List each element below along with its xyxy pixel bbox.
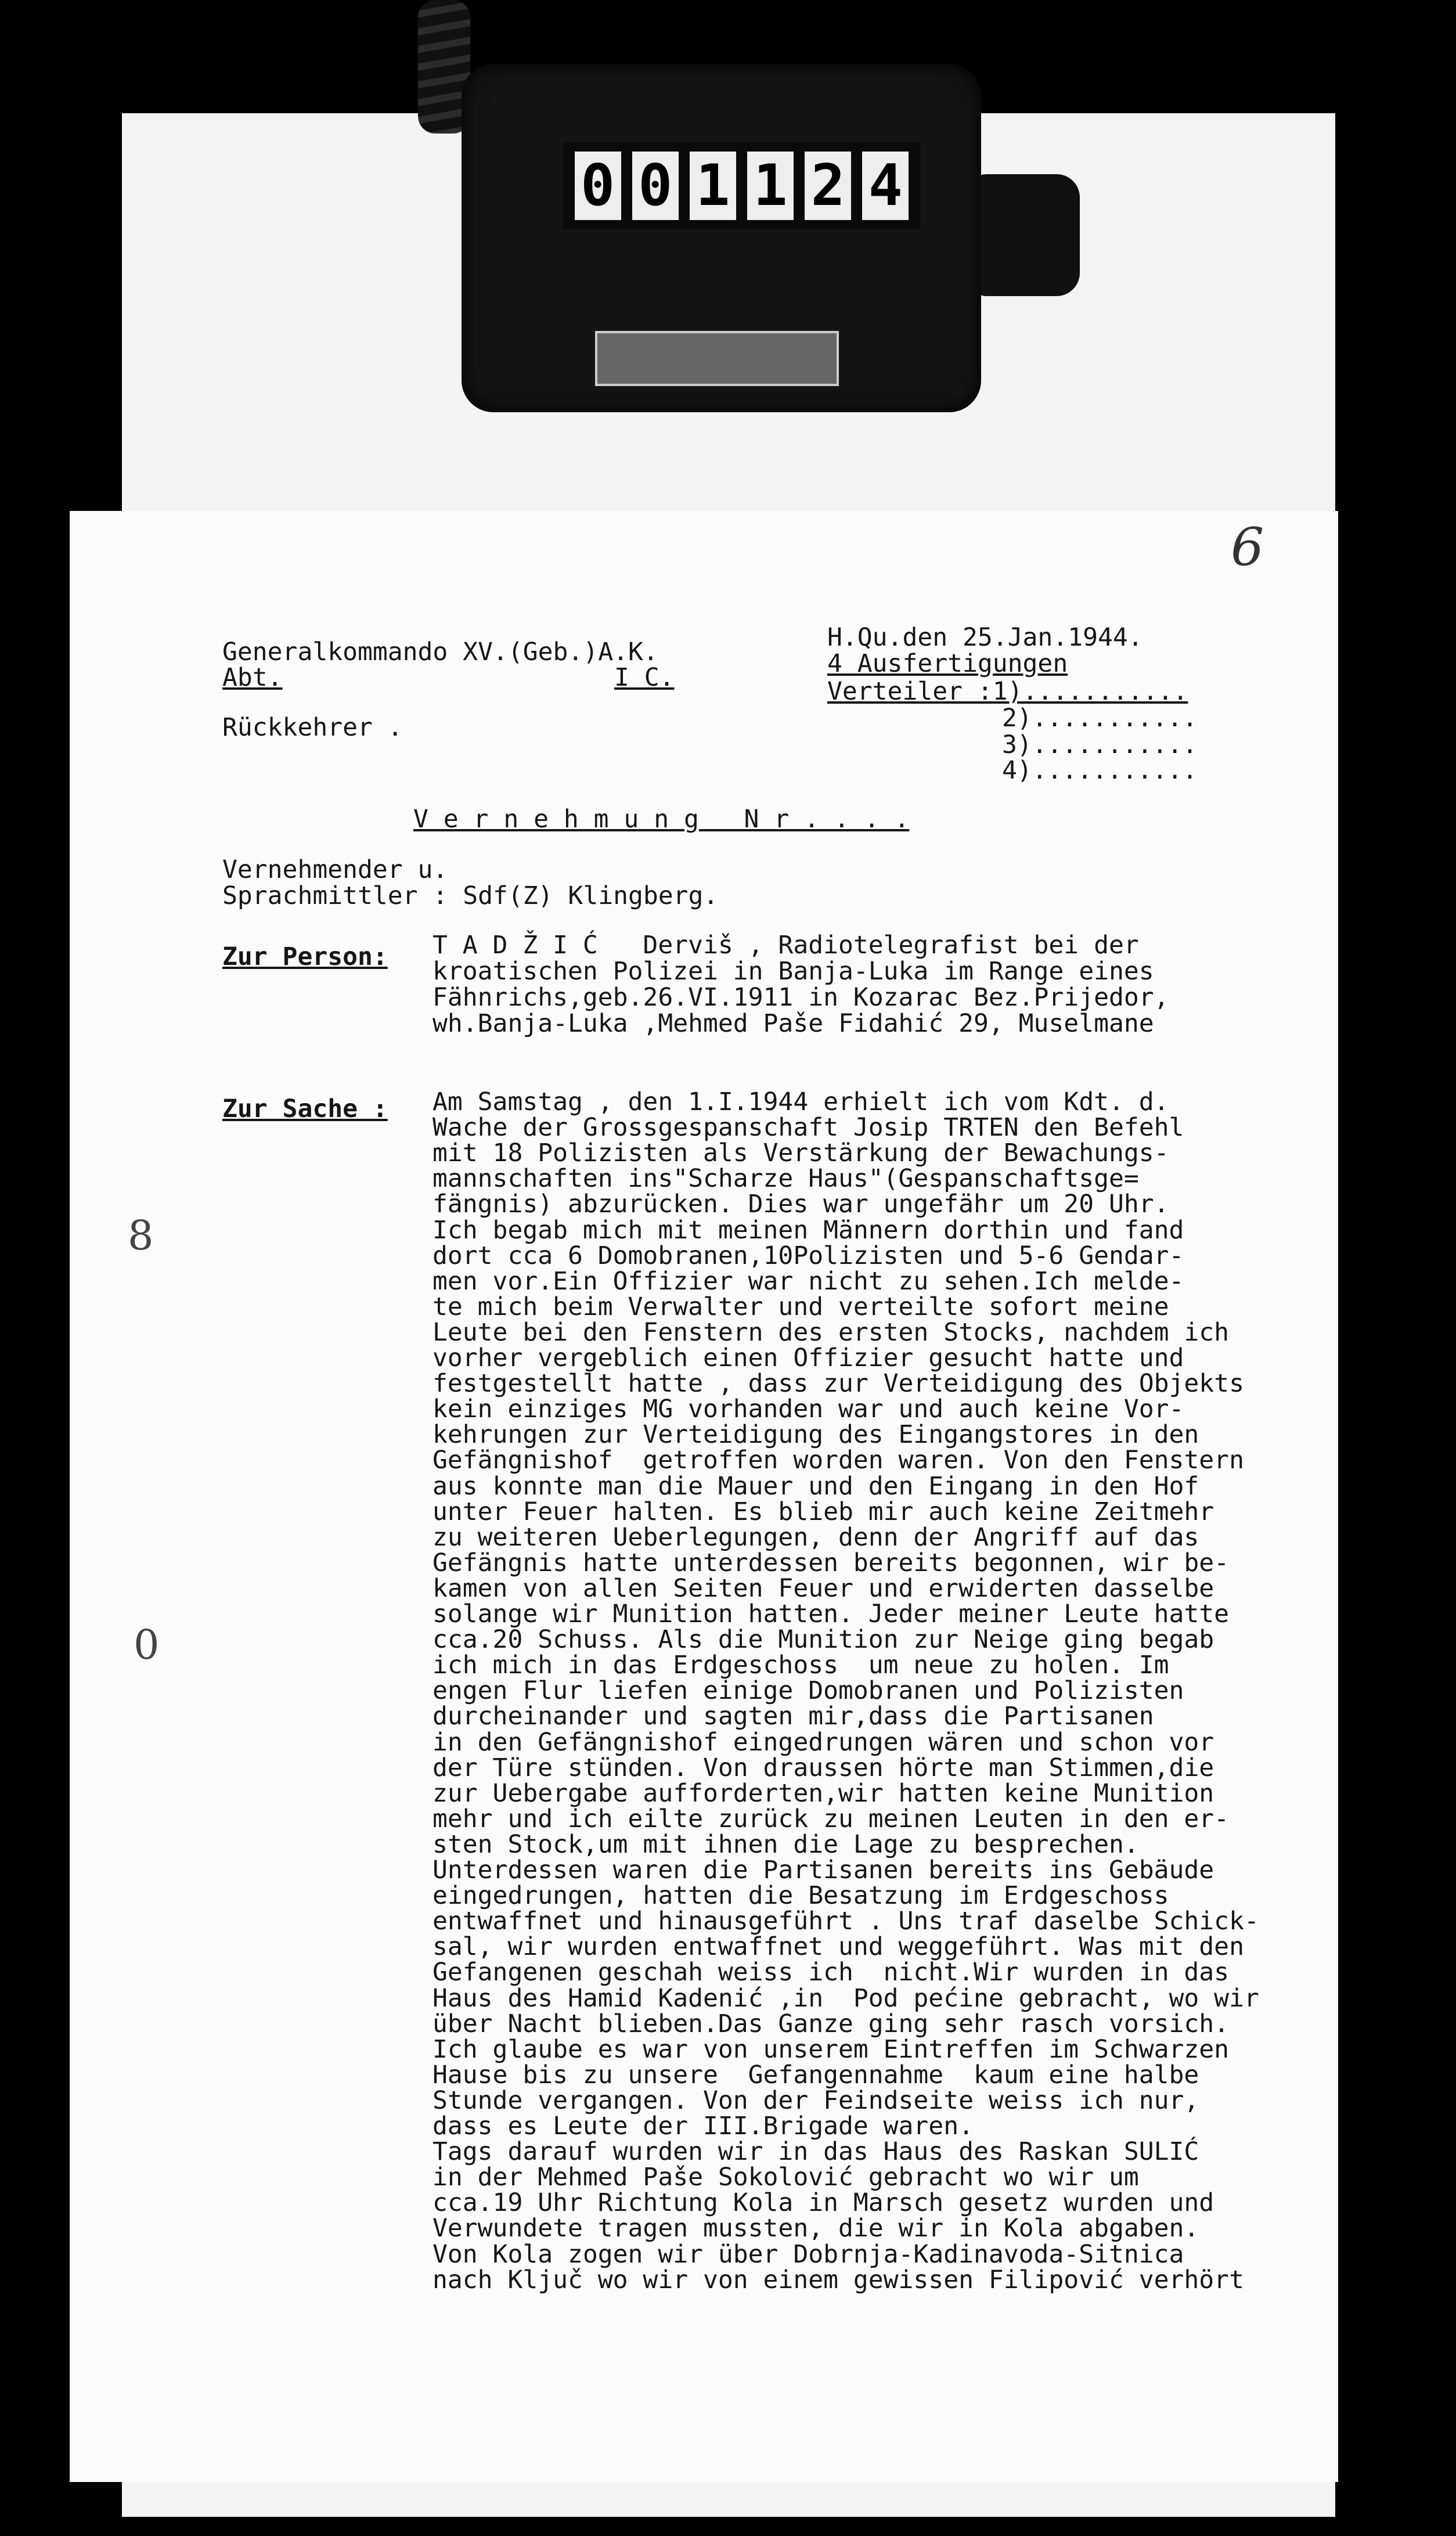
statement-line: Stunde vergangen. Von der Feindseite weiss ich nur, [433,2085,1199,2115]
interrogator-label: Vernehmender u. [222,855,448,884]
statement-line: Von Kola zogen wir über Dobrnja-Kadinavoda-Sitnica [433,2239,1184,2269]
statement-line: Haus des Hamid Kadenić ,in Pod pećine gebracht, wo wir [433,1983,1259,2013]
counter-digit: 0 [575,152,621,220]
department-label: Abt. [222,663,283,692]
frame-counter-device [462,64,981,412]
statement-line: der Türe stünden. Von draussen hörte man Stimmen,die [433,1753,1214,1782]
statement-line: entwaffnet und hinausgeführt . Uns traf daselbe Schick- [433,1907,1259,1936]
document-page [70,511,1338,2482]
statement-line: kehrungen zur Verteidigung des Eingangstores in den [433,1420,1199,1450]
statement-line: dass es Leute der III.Brigade waren. [433,2112,974,2141]
copies-line: 4 Ausfertigungen [827,649,1068,678]
statement-line: engen Flur liefen einige Domobranen und Polizisten [433,1676,1184,1706]
margin-mark: 8 [128,1212,154,1259]
counter-digit: 2 [805,152,851,220]
department-value: I C. [614,663,675,692]
statement-line: ich mich in das Erdgeschoss um neue zu holen. Im [433,1651,1169,1680]
statement-line: in den Gefängnishof eingedrungen wären und schon vor [433,1727,1214,1757]
statement-line: mannschaften ins"Scharze Haus"(Gespanschaftsge= [433,1164,1139,1194]
statement-line: cca.20 Schuss. Als die Munition zur Neige ging begab [433,1625,1214,1655]
margin-mark: 0 [134,1621,160,1669]
counter-digit: 0 [632,152,679,220]
statement-line: festgestellt hatte , dass zur Verteidigung des Objekts [433,1369,1244,1399]
distribution-line-2: 2)........... [1002,704,1198,733]
statement-line: vorher vergeblich einen Offizier gesucht hatte und [433,1343,1184,1373]
statement-line: fängnis) abzurücken. Dies war ungefähr um 20 Uhr. [433,1190,1169,1219]
statement-line: cca.19 Uhr Richtung Kola in Marsch gesetz wurden und [433,2188,1214,2218]
statement-line: te mich beim Verwalter und verteilte sofort meine [433,1292,1169,1321]
statement-line: eingedrungen, hatten die Besatzung im Erdgeschoss [433,1881,1169,1911]
statement-line: Unterdessen waren die Partisanen bereits ins Gebäude [433,1856,1214,1885]
statement-line: Gefängnishof getroffen worden waren. Von den Fenstern [433,1446,1244,1475]
statement-line: über Nacht blieben.Das Ganze ging sehr rasch vorsich. [433,2009,1230,2038]
document-title: V e r n e h m u n g N r . . . . [413,805,910,834]
statement-line: Gefangenen geschah weiss ich nicht.Wir wurden in das [433,1958,1230,1987]
person-line: Fähnrichs,geb.26.VI.1911 in Kozarac Bez.Prijedor, [433,983,1169,1012]
statement-line: solange wir Munition hatten. Jeder meiner Leute hatte [433,1600,1230,1629]
counter-knob [964,174,1080,296]
statement-line: mehr und ich eilte zurück zu meinen Leuten in den er- [433,1804,1230,1833]
command-heading: Generalkommando XV.(Geb.)A.K. [222,637,658,667]
counter-digit: 1 [747,152,794,220]
statement-line: dort cca 6 Domobranen,10Polizisten und 5-6 Gendar- [433,1241,1184,1270]
distribution-line-4: 4)........... [1002,756,1198,785]
person-line: kroatischen Polizei in Banja-Luka im Range eines [433,957,1154,986]
statement-line: kamen von allen Seiten Feuer und erwiderten dasselbe [433,1573,1214,1603]
statement-line: men vor.Ein Offizier war nicht zu sehen.Ich melde- [433,1266,1184,1296]
statement-line: Tags darauf wurden wir in das Haus des Raskan SULIĆ [433,2137,1199,2167]
statement-line: Ich glaube es war von unserem Eintreffen im Schwarzen [433,2034,1230,2064]
handwritten-page-number: 6 [1231,517,1264,578]
statement-line: in der Mehmed Paše Sokolović gebracht wo wir um [433,2163,1139,2192]
matter-label: Zur Sache : [222,1094,388,1123]
statement-line: unter Feuer halten. Es blieb mir auch keine Zeitmehr [433,1497,1214,1526]
statement-line: durcheinander und sagten mir,dass die Partisanen [433,1702,1154,1731]
statement-line: Hause bis zu unsere Gefangennahme kaum eine halbe [433,2060,1199,2090]
statement-line: Ich begab mich mit meinen Männern dorthin und fand [433,1215,1184,1245]
statement-line: Am Samstag , den 1.I.1944 erhielt ich vom Kdt. d. [433,1087,1169,1116]
counter-display [563,142,920,229]
statement-line: mit 18 Polizisten als Verstärkung der Bewachungs- [433,1139,1169,1168]
statement-line: nach Ključ wo wir von einem gewissen Filipović verhört [433,2265,1244,2294]
statement-line: aus konnte man die Mauer und den Eingang in den Hof [433,1471,1199,1501]
statement-line: Gefängnis hatte unterdessen bereits begonnen, wir be- [433,1548,1230,1577]
counter-label-plate [595,331,839,386]
counter-digit: 4 [862,152,909,220]
statement-line: kein einziges MG vorhanden war und auch keine Vor- [433,1395,1184,1424]
statement-line: zu weiteren Ueberlegungen, denn der Angriff auf das [433,1522,1199,1552]
counter-digit: 1 [690,152,736,220]
person-line: T A D Ž I Ć Derviš , Radiotelegrafist bei der [433,931,1139,960]
date-line: H.Qu.den 25.Jan.1944. [827,623,1143,652]
distribution-line-3: 3)........... [1002,730,1198,759]
statement-line: Wache der Grossgespanschaft Josip TRTEN den Befehl [433,1113,1184,1143]
statement-line: Verwundete tragen mussten, die wir in Kola abgaben. [433,2214,1199,2243]
interpreter-line: Sprachmittler : Sdf(Z) Klingberg. [222,881,719,910]
returnee-label: Rückkehrer . [222,713,403,742]
statement-line: Leute bei den Fenstern des ersten Stocks, nachdem ich [433,1317,1230,1347]
statement-line: zur Uebergabe aufforderten,wir hatten keine Munition [433,1778,1214,1808]
distribution-line-1: Verteiler :1)........... [827,677,1188,706]
statement-line: sten Stock,um mit ihnen die Lage zu besprechen. [433,1829,1139,1859]
person-line: wh.Banja-Luka ,Mehmed Paše Fidahić 29, Muselmane [433,1009,1154,1038]
statement-line: sal, wir wurden entwaffnet und weggeführt. Was mit den [433,1932,1244,1962]
person-label: Zur Person: [222,942,388,971]
